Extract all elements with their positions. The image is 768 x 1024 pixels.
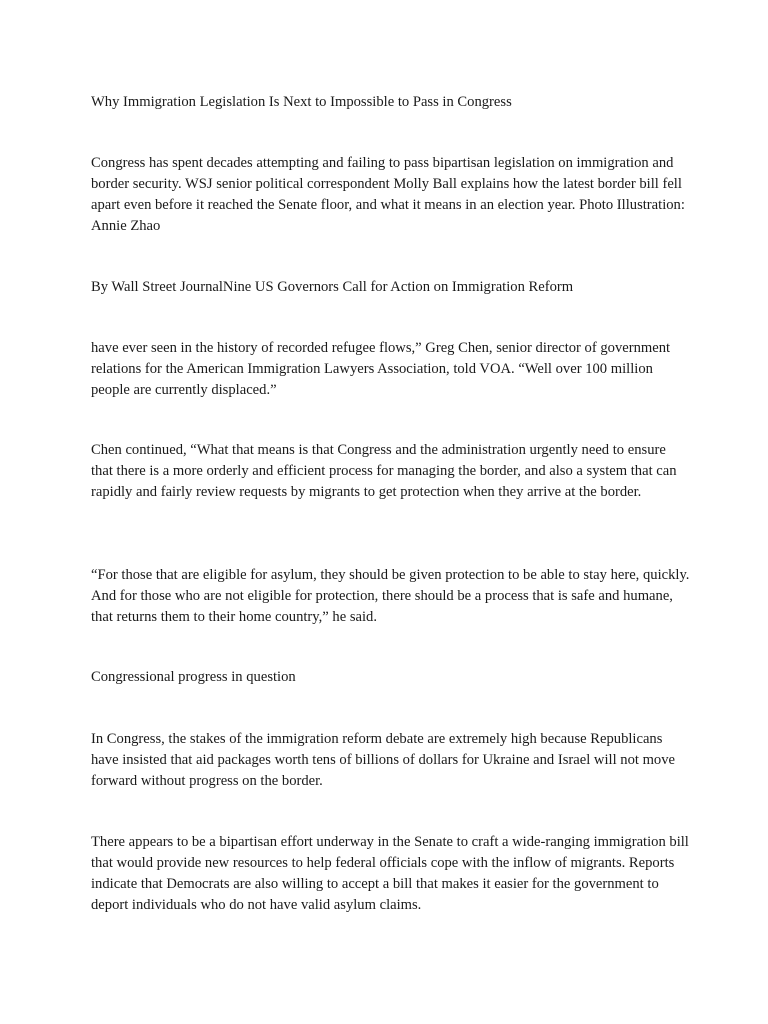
asylum-quote-paragraph: “For those that are eligible for asylum, they should be given protection to be able to stay here, quickly. And for those who are not eligible for protection, there should be a process that is safe and humane, that returns them to their home country,” he said. — [91, 567, 690, 625]
senate-effort-paragraph: There appears to be a bipartisan effort underway in the Senate to craft a wide-ranging immigration bill that would provide new resources to help federal officials cope with the inflow of migrants. Reports indicate that Democrats are also willing to accept a bill that makes it easier for the government to deport individuals who do not have valid asylum claims. — [91, 834, 689, 913]
section-heading: Congressional progress in question — [91, 669, 296, 685]
stakes-paragraph: In Congress, the stakes of the immigration reform debate are extremely high because Republicans have insisted that aid packages worth tens of billions of dollars for Ukraine and Israel will not move forward without progress on the border. — [91, 731, 676, 789]
video-description-paragraph: Congress has spent decades attempting and failing to pass bipartisan legislation on immigration and border security. WSJ senior political correspondent Molly Ball explains how the latest border bill fell apart even before it reached the Senate floor, and what it means in an election year. Photo Illustration: Annie Zhao — [91, 155, 685, 234]
chen-quote-paragraph: have ever seen in the history of recorded refugee flows,” Greg Chen, senior director of government relations for the American Immigration Lawyers Association, told VOA. “Well over 100 million people are currently displaced.” — [91, 340, 671, 398]
article-title: Why Immigration Legislation Is Next to Impossible to Pass in Congress — [91, 94, 512, 110]
chen-continued-paragraph: Chen continued, “What that means is that Congress and the administration urgently need to ensure that there is a more orderly and efficient process for managing the border, and also a system that can rapidly and fairly review requests by migrants to get protection when they arrive at the border. — [91, 442, 677, 500]
byline-paragraph: By Wall Street JournalNine US Governors Call for Action on Immigration Reform — [91, 279, 574, 295]
